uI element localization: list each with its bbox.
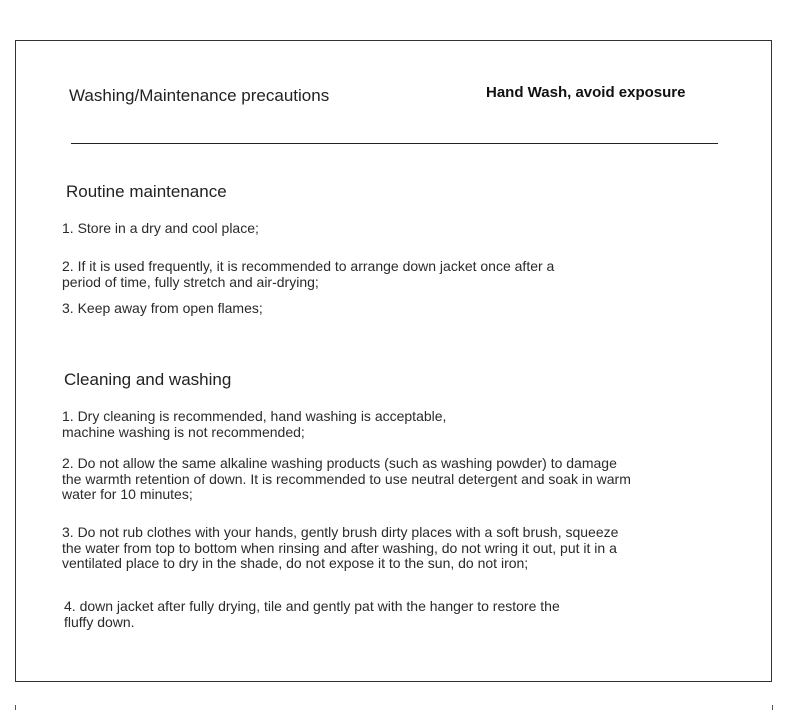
list-item: 1. Dry cleaning is recommended, hand washing is acceptable, machine washing is not recommended; <box>62 408 447 440</box>
list-item: 1. Store in a dry and cool place; <box>62 220 259 236</box>
page-title: Washing/Maintenance precautions <box>69 86 330 105</box>
list-item: 3. Keep away from open flames; <box>62 300 263 316</box>
list-item: 2. If it is used frequently, it is recommended to arrange down jacket once after a period of time, fully stretch and air-drying; <box>62 258 555 290</box>
list-item: 4. down jacket after fully drying, tile and gently pat with the hanger to restore the fluffy down. <box>64 598 560 630</box>
section-title-routine-maintenance: Routine maintenance <box>66 182 227 201</box>
care-tag-label: Hand Wash, avoid exposure <box>486 84 686 101</box>
list-item: 3. Do not rub clothes with your hands, gently brush dirty places with a soft brush, squeeze the water from top to bottom when rinsing and after washing, do not wring it out, put it in a ventilated place to dry in the shade, do not expose it to the sun, do not iron; <box>62 524 619 571</box>
section-title-cleaning-and-washing: Cleaning and washing <box>64 370 232 389</box>
care-instructions-card <box>15 40 772 682</box>
crop-mark-left <box>15 705 16 710</box>
crop-mark-right <box>772 705 773 710</box>
list-item: 2. Do not allow the same alkaline washing products (such as washing powder) to damage the warmth retention of down. It is recommended to use neutral detergent and soak in warm water for 10 minutes; <box>62 455 631 502</box>
header-divider <box>71 143 718 144</box>
